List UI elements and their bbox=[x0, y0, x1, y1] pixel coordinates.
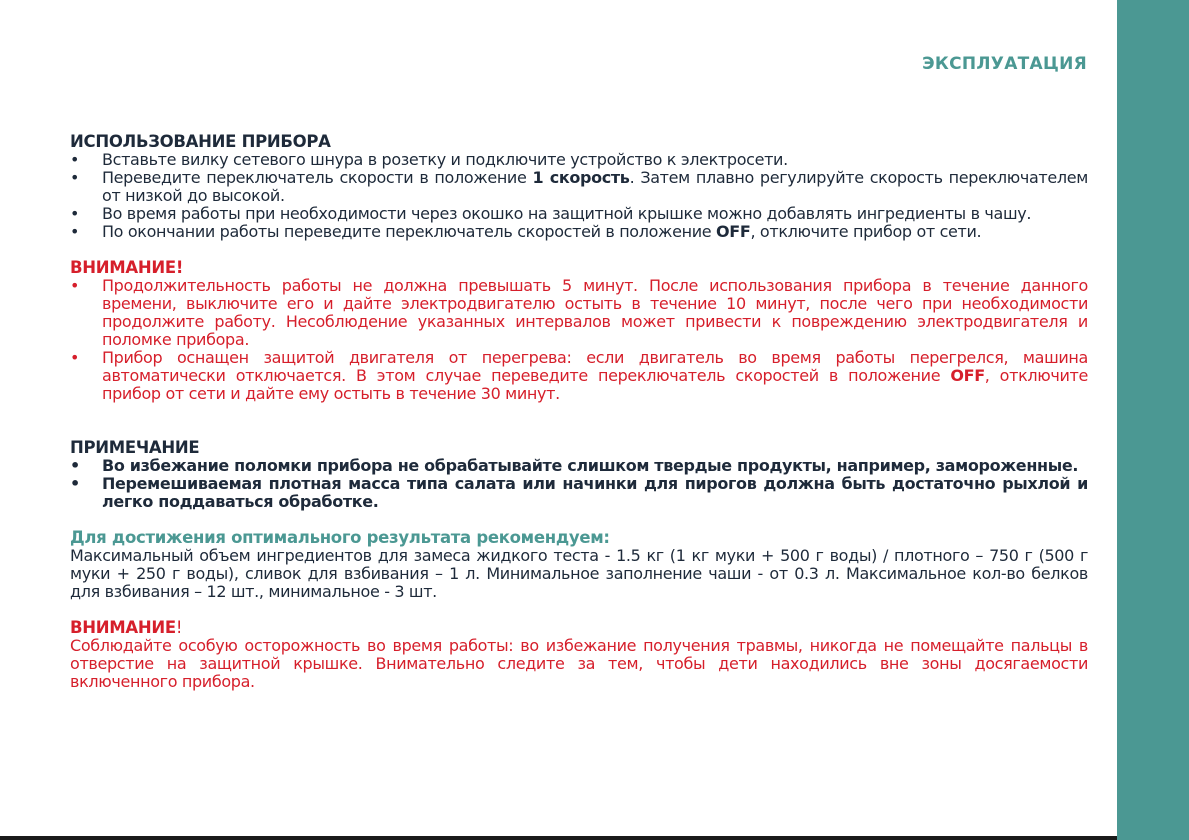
usage-item-finish: • По окончании работы переведите переключатель скоростей в положение OFF, отключите прибор от сети. bbox=[70, 223, 1088, 241]
section-label: ЭКСПЛУАТАЦИЯ bbox=[922, 54, 1087, 74]
recommend-text: Максимальный объем ингредиентов для замеса жидкого теста - 1.5 кг (1 кг муки + 500 г воды) / плотного – 750 г (500 г муки + 250 г воды), сливок для взбивания – 1 л. Минимальное заполнение чаши - от 0.3 л. Максимальное кол-во белков для взбивания – 12 шт., минимальное - 3 шт. bbox=[70, 546, 1088, 601]
note-heading: ПРИМЕЧАНИЕ bbox=[70, 438, 200, 457]
warning2-heading: ВНИМАНИЕ! bbox=[70, 618, 183, 637]
bottom-rule bbox=[0, 836, 1117, 840]
speed-setting: 1 скорость bbox=[532, 168, 630, 187]
note-item-hard-products: • Во избежание поломки прибора не обрабатывайте слишком твердые продукты, например, замороженные. bbox=[70, 457, 1088, 475]
manual-content bbox=[70, 133, 1088, 691]
warning-item-overheat: • Прибор оснащен защитой двигателя от перегрева: если двигатель во время работы перегрелся, машина автоматически отключается. В этом случае переведите переключатель скоростей в положение OFF, отключите прибор от сети и дайте ему остыть в течение 30 минут. bbox=[70, 349, 1088, 403]
usage-list bbox=[70, 151, 1088, 241]
warning-item-duration: • Продолжительность работы не должна превышать 5 минут. После использования прибора в течение данного времени, выключите его и дайте электродвигателю остыть в течение 10 минут, после чего при необходимости продолжите работу. Несоблюдение указанных интервалов может привести к повреждению электродвигателя и поломке прибора. bbox=[70, 277, 1088, 349]
page-edge-band bbox=[1117, 0, 1189, 840]
usage-item-plug-in: • Вставьте вилку сетевого шнура в розетку и подключите устройство к электросети. bbox=[70, 151, 1088, 169]
warning-list bbox=[70, 277, 1088, 403]
note-list bbox=[70, 457, 1088, 511]
off-setting: OFF bbox=[950, 366, 985, 385]
usage-item-speed: • Переведите переключатель скорости в положение 1 скорость. Затем плавно регулируйте скорость переключателем от низкой до высокой. bbox=[70, 169, 1088, 205]
recommend-heading: Для достижения оптимального результата рекомендуем: bbox=[70, 528, 610, 547]
usage-heading: ИСПОЛЬЗОВАНИЕ ПРИБОРА bbox=[70, 132, 331, 151]
warning2-text: Соблюдайте особую осторожность во время работы: во избежание получения травмы, никогда не помещайте пальцы в отверстие на защитной крышке. Внимательно следите за тем, чтобы дети находились вне зоны досягаемости включенного прибора. bbox=[70, 636, 1088, 691]
usage-item-ingredients: • Во время работы при необходимости через окошко на защитной крышке можно добавлять ингредиенты в чашу. bbox=[70, 205, 1088, 223]
warning-heading: ВНИМАНИЕ! bbox=[70, 258, 184, 277]
off-setting: OFF bbox=[716, 222, 751, 241]
note-item-dense-mass: • Перемешиваемая плотная масса типа салата или начинки для пирогов должна быть достаточно рыхлой и легко поддаваться обработке. bbox=[70, 475, 1088, 511]
